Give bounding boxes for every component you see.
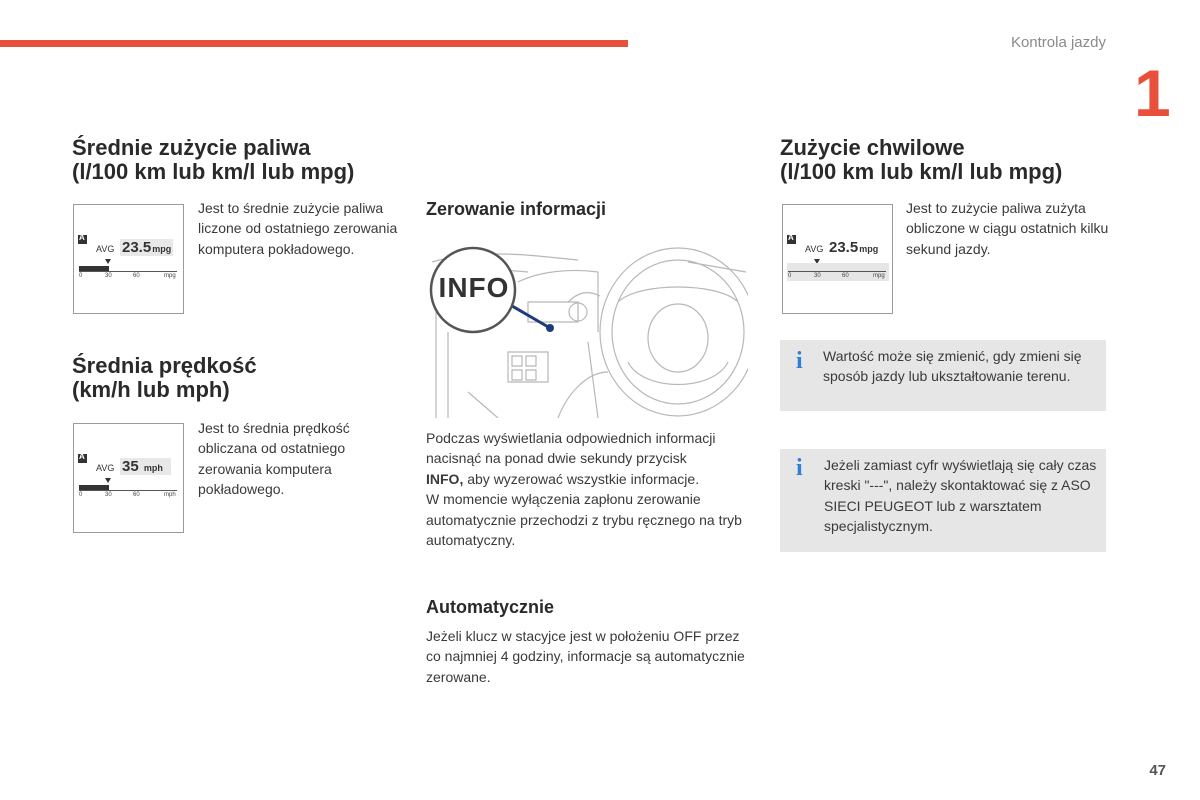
section-header: Kontrola jazdy <box>1010 34 1106 51</box>
dashboard-illustration <box>428 242 748 418</box>
avg-speed-display <box>73 423 184 533</box>
display-value-number: 23.5 <box>122 239 152 256</box>
scale-label: 30 <box>105 492 112 498</box>
instant-text: Jest to zużycie paliwa zużyta obliczone w ciągu ostatnich kilku sekund jazdy. <box>906 200 1109 257</box>
scale-line <box>79 490 177 491</box>
mode-a-icon <box>787 235 796 244</box>
avg-speed-title <box>72 354 412 402</box>
reset-text-part3: W momencie wyłączenia zapłonu zerowanie automatycznie przechodzi z trybu ręcznego na tryb automatyczny. <box>426 491 742 549</box>
scale-label: mph <box>164 492 176 498</box>
reset-text-part1: Podczas wyświetlania odpowiednich informacji nacisnąć na ponad dwie sekundy przycisk <box>426 430 716 467</box>
scale-marker-icon <box>105 478 111 483</box>
scale-label: 60 <box>133 492 140 498</box>
scale-label: 0 <box>79 492 83 498</box>
display-avg-label: AVG <box>96 244 115 254</box>
avg-fuel-display <box>73 204 184 314</box>
chapter-number: 1 <box>1134 56 1171 130</box>
mode-a-icon <box>78 235 87 244</box>
auto-text: Jeżeli klucz w stacyjce jest w położeniu OFF przez co najmniej 4 godziny, informacje są automatycznie zerowane. <box>426 628 745 685</box>
reset-text <box>426 428 752 550</box>
avg-fuel-text: Jest to średnie zużycie paliwa liczone od ostatniego zerowania komputera pokładowego. <box>198 200 398 257</box>
display-value-unit: mpg <box>152 244 172 254</box>
auto-title: Automatycznie <box>426 597 555 617</box>
note-1-text: Wartość może się zmienić, gdy zmieni się sposób jazdy lub ukształtowanie terenu. <box>823 348 1082 385</box>
avg-speed-title-line1: Średnia prędkość <box>72 353 257 378</box>
display-value <box>120 239 173 256</box>
scale-label: mpg <box>873 273 885 279</box>
info-button-label: INFO <box>438 272 510 303</box>
scale-label: mpg <box>164 273 176 279</box>
display-value-number: 35 <box>122 458 139 475</box>
scale-label: 30 <box>814 273 821 279</box>
scale-marker-icon <box>105 259 111 264</box>
note-box-1 <box>780 340 1106 411</box>
scale-label: 60 <box>842 273 849 279</box>
scale-line <box>788 271 886 272</box>
scale-label: 30 <box>105 273 112 279</box>
instant-title <box>780 136 1140 184</box>
display-value <box>829 239 878 256</box>
scale-label: 0 <box>788 273 792 279</box>
avg-fuel-title <box>72 136 412 184</box>
instant-title-line2: (l/100 km lub km/l lub mpg) <box>780 159 1063 184</box>
top-accent-bar <box>0 40 628 47</box>
reset-text-part2: aby wyzerować wszystkie informacje. <box>463 470 700 487</box>
reset-title: Zerowanie informacji <box>426 199 607 219</box>
display-value-number: 23.5 <box>829 239 859 256</box>
scale-label: 60 <box>133 273 140 279</box>
display-value <box>120 458 171 475</box>
scale-line <box>79 271 177 272</box>
display-avg-label: AVG <box>805 244 824 254</box>
page-number: 47 <box>1149 762 1166 779</box>
avg-speed-title-line2: (km/h lub mph) <box>72 377 230 402</box>
scale-label: 0 <box>79 273 83 279</box>
mode-a-icon <box>78 454 87 463</box>
avg-fuel-title-line1: Średnie zużycie paliwa <box>72 135 311 160</box>
note-box-2 <box>780 449 1106 552</box>
instant-display <box>782 204 893 314</box>
info-icon: i <box>796 348 803 374</box>
note-2-text: Jeżeli zamiast cyfr wyświetlają się cały czas kreski "---", należy skontaktować się z ASO SIECI PEUGEOT lub z warsztatem specjalistycznym. <box>824 457 1097 535</box>
info-icon: i <box>796 455 803 481</box>
display-avg-label: AVG <box>96 463 115 473</box>
display-value-unit: mpg <box>859 244 879 254</box>
reset-text-bold: INFO, <box>426 470 464 487</box>
display-value-unit: mph <box>143 463 163 473</box>
avg-speed-text: Jest to średnia prędkość obliczana od ostatniego zerowania komputera pokładowego. <box>198 420 350 498</box>
instant-title-line1: Zużycie chwilowe <box>780 135 965 160</box>
avg-fuel-title-line2: (l/100 km lub km/l lub mpg) <box>72 159 355 184</box>
